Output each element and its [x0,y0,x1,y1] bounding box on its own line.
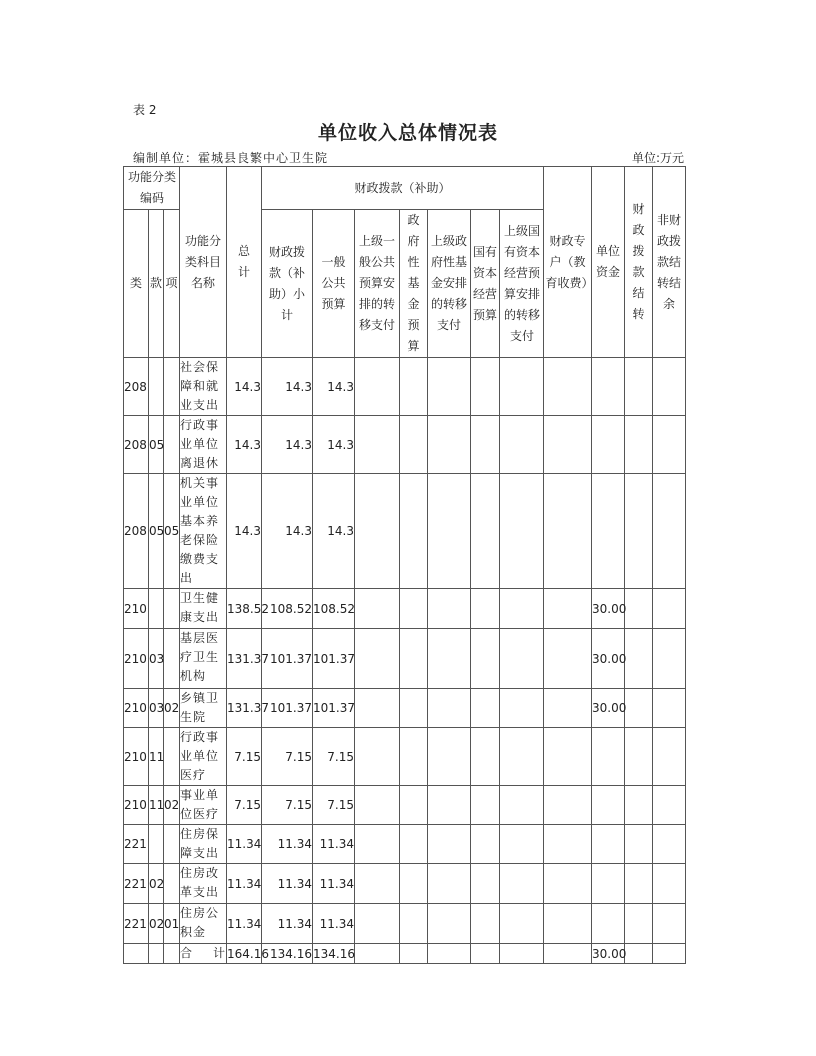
upper-state-capital-transfer-value [500,589,544,629]
upper-state-capital-transfer-value [500,864,544,904]
fiscal-carryover-value [625,825,653,864]
fiscal-carryover-value [625,864,653,904]
upper-general-transfer-value [355,474,400,589]
gov-fund-budget-value [400,825,428,864]
upper-gov-fund-transfer-value [428,629,471,689]
header-general-budget: 一般公共预算 [313,210,355,358]
upper-general-transfer-value [355,358,400,416]
unit-funds-value: 30.00 [592,629,625,689]
upper-state-capital-transfer-value [500,825,544,864]
upper-gov-fund-transfer-value [428,728,471,786]
unit-funds-value [592,864,625,904]
gov-fund-budget-value [400,358,428,416]
fiscal-subtotal-value: 134.16 [262,944,313,964]
fiscal-subtotal-value: 14.3 [262,416,313,474]
header-total: 总计 [227,167,262,358]
state-capital-budget-value [471,786,500,825]
upper-general-transfer-value [355,416,400,474]
table-row [124,358,686,416]
general-budget-value: 134.16 [313,944,355,964]
kuan-code: 11 [149,728,164,786]
total-value: 131.37 [227,629,262,689]
header-lei: 类 [124,210,149,358]
subject-name: 住房保障支出 [180,825,227,864]
header-kuan: 款 [149,210,164,358]
gov-fund-budget-value [400,728,428,786]
lei-code: 210 [124,728,149,786]
general-budget-value: 7.15 [313,728,355,786]
xiang-code: 02 [164,689,180,728]
lei-code: 221 [124,864,149,904]
lei-code: 221 [124,904,149,944]
lei-code: 208 [124,474,149,589]
upper-general-transfer-value [355,629,400,689]
header-upper-general-transfer: 上级一般公共预算安排的转移支付 [355,210,400,358]
kuan-code [149,825,164,864]
upper-state-capital-transfer-value [500,416,544,474]
table-row [124,416,686,474]
total-value: 7.15 [227,728,262,786]
unit-funds-value [592,904,625,944]
fiscal-subtotal-value: 101.37 [262,629,313,689]
table-row [124,629,686,689]
kuan-code [149,589,164,629]
compiling-unit: 编制单位：霍城县良繁中心卫生院 [133,151,329,165]
fiscal-carryover-value [625,786,653,825]
state-capital-budget-value [471,474,500,589]
state-capital-budget-value [471,825,500,864]
lei-code: 210 [124,786,149,825]
general-budget-value: 101.37 [313,629,355,689]
fiscal-special-account-value [544,786,592,825]
general-budget-value: 11.34 [313,825,355,864]
upper-state-capital-transfer-value [500,786,544,825]
state-capital-budget-value [471,416,500,474]
subject-name: 事业单位医疗 [180,786,227,825]
kuan-code: 03 [149,689,164,728]
fiscal-subtotal-value: 14.3 [262,358,313,416]
xiang-code [164,416,180,474]
kuan-code: 11 [149,786,164,825]
gov-fund-budget-value [400,904,428,944]
kuan-code [149,358,164,416]
xiang-code [164,825,180,864]
state-capital-budget-value [471,944,500,964]
header-gov-fund-budget: 政府性基金预算 [400,210,428,358]
gov-fund-budget-value [400,474,428,589]
fiscal-carryover-value [625,589,653,629]
state-capital-budget-value [471,358,500,416]
upper-general-transfer-value [355,728,400,786]
total-value: 11.34 [227,864,262,904]
fiscal-subtotal-value: 11.34 [262,825,313,864]
lei-code [124,944,149,964]
nonfiscal-carryover-value [653,689,686,728]
header-subject-name: 功能分类科目名称 [180,167,227,358]
fiscal-subtotal-value: 108.52 [262,589,313,629]
header-unit-funds: 单位资金 [592,167,625,358]
xiang-code [164,629,180,689]
upper-general-transfer-value [355,825,400,864]
fiscal-subtotal-value: 14.3 [262,474,313,589]
general-budget-value: 14.3 [313,474,355,589]
kuan-code: 02 [149,864,164,904]
total-label: 合 计 [180,944,227,964]
fiscal-special-account-value [544,825,592,864]
fiscal-special-account-value [544,689,592,728]
fiscal-carryover-value [625,358,653,416]
upper-general-transfer-value [355,944,400,964]
header-upper-state-capital-transfer: 上级国有资本经营预算安排的转移支付 [500,210,544,358]
lei-code: 210 [124,689,149,728]
upper-general-transfer-value [355,904,400,944]
nonfiscal-carryover-value [653,944,686,964]
page-title: 单位收入总体情况表 [317,122,498,144]
upper-gov-fund-transfer-value [428,474,471,589]
nonfiscal-carryover-value [653,864,686,904]
total-value: 164.16 [227,944,262,964]
nonfiscal-carryover-value [653,786,686,825]
upper-gov-fund-transfer-value [428,786,471,825]
gov-fund-budget-value [400,416,428,474]
general-budget-value: 14.3 [313,416,355,474]
total-value: 14.3 [227,358,262,416]
kuan-code: 05 [149,416,164,474]
nonfiscal-carryover-value [653,904,686,944]
subject-name: 住房公积金 [180,904,227,944]
xiang-code [164,728,180,786]
gov-fund-budget-value [400,689,428,728]
upper-gov-fund-transfer-value [428,904,471,944]
kuan-code: 03 [149,629,164,689]
fiscal-carryover-value [625,944,653,964]
table-row [124,864,686,904]
unit-funds-value [592,416,625,474]
unit-funds-value: 30.00 [592,944,625,964]
upper-gov-fund-transfer-value [428,944,471,964]
upper-gov-fund-transfer-value [428,825,471,864]
upper-state-capital-transfer-value [500,474,544,589]
general-budget-value: 11.34 [313,864,355,904]
lei-code: 208 [124,416,149,474]
lei-code: 210 [124,589,149,629]
currency-unit: 单位:万元 [631,151,684,165]
header-fiscal-subtotal: 财政拨款（补助）小计 [262,210,313,358]
nonfiscal-carryover-value [653,358,686,416]
upper-general-transfer-value [355,589,400,629]
header-fiscal-group: 财政拨款（补助） [262,167,544,210]
state-capital-budget-value [471,629,500,689]
total-value: 131.37 [227,689,262,728]
fiscal-special-account-value [544,416,592,474]
state-capital-budget-value [471,689,500,728]
upper-gov-fund-transfer-value [428,589,471,629]
table-row [124,474,686,589]
fiscal-subtotal-value: 11.34 [262,904,313,944]
gov-fund-budget-value [400,629,428,689]
lei-code: 221 [124,825,149,864]
general-budget-value: 7.15 [313,786,355,825]
upper-state-capital-transfer-value [500,629,544,689]
state-capital-budget-value [471,904,500,944]
xiang-code: 05 [164,474,180,589]
header-nonfiscal-carryover: 非财政拨款结转结余 [653,167,686,358]
unit-funds-value: 30.00 [592,689,625,728]
fiscal-special-account-value [544,358,592,416]
xiang-code: 01 [164,904,180,944]
state-capital-budget-value [471,864,500,904]
subject-name: 基层医疗卫生机构 [180,629,227,689]
income-table [123,166,686,964]
subject-name: 机关事业单位基本养老保险缴费支出 [180,474,227,589]
gov-fund-budget-value [400,944,428,964]
upper-state-capital-transfer-value [500,358,544,416]
unit-funds-value [592,825,625,864]
unit-funds-value: 30.00 [592,589,625,629]
upper-gov-fund-transfer-value [428,416,471,474]
upper-state-capital-transfer-value [500,689,544,728]
upper-gov-fund-transfer-value [428,864,471,904]
general-budget-value: 11.34 [313,904,355,944]
subject-name: 卫生健康支出 [180,589,227,629]
upper-state-capital-transfer-value [500,944,544,964]
general-budget-value: 14.3 [313,358,355,416]
state-capital-budget-value [471,728,500,786]
fiscal-carryover-value [625,728,653,786]
upper-gov-fund-transfer-value [428,689,471,728]
nonfiscal-carryover-value [653,474,686,589]
total-value: 7.15 [227,786,262,825]
header-fiscal-carryover: 财政拨款结转 [625,167,653,358]
xiang-code [164,944,180,964]
general-budget-value: 101.37 [313,689,355,728]
header-state-capital-budget: 国有资本经营预算 [471,210,500,358]
table-number: 表 2 [133,103,157,117]
upper-general-transfer-value [355,689,400,728]
nonfiscal-carryover-value [653,589,686,629]
unit-funds-value [592,358,625,416]
header-xiang: 项 [164,210,180,358]
unit-funds-value [592,728,625,786]
fiscal-carryover-value [625,416,653,474]
xiang-code [164,358,180,416]
fiscal-special-account-value [544,728,592,786]
total-row [124,944,686,964]
total-value: 14.3 [227,416,262,474]
table-row [124,786,686,825]
subject-name: 社会保障和就业支出 [180,358,227,416]
nonfiscal-carryover-value [653,825,686,864]
fiscal-special-account-value [544,474,592,589]
table-row [124,904,686,944]
upper-gov-fund-transfer-value [428,358,471,416]
fiscal-special-account-value [544,864,592,904]
table-row [124,728,686,786]
unit-funds-value [592,786,625,825]
subject-name: 行政事业单位离退休 [180,416,227,474]
fiscal-carryover-value [625,904,653,944]
kuan-code: 05 [149,474,164,589]
fiscal-subtotal-value: 7.15 [262,786,313,825]
fiscal-subtotal-value: 11.34 [262,864,313,904]
fiscal-subtotal-value: 101.37 [262,689,313,728]
gov-fund-budget-value [400,786,428,825]
unit-funds-value [592,474,625,589]
header-upper-gov-fund-transfer: 上级政府性基金安排的转移支付 [428,210,471,358]
total-value: 14.3 [227,474,262,589]
fiscal-special-account-value [544,589,592,629]
upper-general-transfer-value [355,786,400,825]
gov-fund-budget-value [400,864,428,904]
fiscal-subtotal-value: 7.15 [262,728,313,786]
upper-general-transfer-value [355,864,400,904]
xiang-code: 02 [164,786,180,825]
upper-state-capital-transfer-value [500,728,544,786]
lei-code: 210 [124,629,149,689]
general-budget-value: 108.52 [313,589,355,629]
nonfiscal-carryover-value [653,416,686,474]
fiscal-special-account-value [544,904,592,944]
subject-name: 行政事业单位医疗 [180,728,227,786]
header-fiscal-special-account: 财政专户（教育收费） [544,167,592,358]
xiang-code [164,864,180,904]
upper-state-capital-transfer-value [500,904,544,944]
kuan-code: 02 [149,904,164,944]
subject-name: 乡镇卫生院 [180,689,227,728]
fiscal-special-account-value [544,944,592,964]
fiscal-carryover-value [625,689,653,728]
total-value: 11.34 [227,904,262,944]
total-value: 138.52 [227,589,262,629]
table-row [124,589,686,629]
nonfiscal-carryover-value [653,629,686,689]
state-capital-budget-value [471,589,500,629]
table-row [124,825,686,864]
table-row [124,689,686,728]
nonfiscal-carryover-value [653,728,686,786]
gov-fund-budget-value [400,589,428,629]
kuan-code [149,944,164,964]
fiscal-carryover-value [625,474,653,589]
fiscal-special-account-value [544,629,592,689]
subject-name: 住房改革支出 [180,864,227,904]
fiscal-carryover-value [625,629,653,689]
lei-code: 208 [124,358,149,416]
header-func-code: 功能分类编码 [124,167,180,210]
total-value: 11.34 [227,825,262,864]
xiang-code [164,589,180,629]
